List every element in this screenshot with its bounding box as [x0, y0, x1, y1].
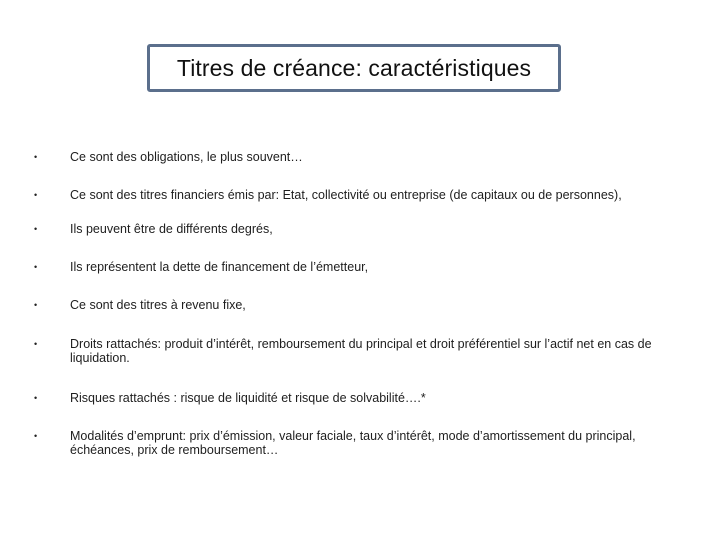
list-item-text: Droits rattachés: produit d’intérêt, remboursement du principal et droit préférentiel sur l’actif net en cas de liquidation.	[70, 337, 652, 365]
list-item-text: Ils peuvent être de différents degrés,	[70, 222, 273, 236]
bullet-icon: •	[34, 339, 38, 349]
list-item	[34, 222, 684, 236]
list-item	[34, 429, 684, 457]
list-item-text: Ils représentent la dette de financement de l’émetteur,	[70, 260, 369, 274]
list-item-text: Ce sont des titres financiers émis par: Etat, collectivité ou entreprise (de capitaux ou de personnes),	[70, 188, 622, 202]
list-item-text: Modalités d’emprunt: prix d’émission, valeur faciale, taux d’intérêt, mode d’amortissement du principal, échéances, prix de remboursement…	[70, 429, 636, 457]
bullet-icon: •	[34, 224, 38, 234]
list-item	[34, 337, 684, 365]
list-item	[34, 188, 684, 202]
list-item-text: Ce sont des titres à revenu fixe,	[70, 298, 246, 312]
bullet-icon: •	[34, 262, 38, 272]
bullet-icon: •	[34, 431, 38, 441]
list-item	[34, 298, 684, 312]
bullet-icon: •	[34, 300, 38, 310]
list-item-text: Risques rattachés : risque de liquidité et risque de solvabilité….*	[70, 391, 426, 405]
slide-title: Titres de créance: caractéristiques	[176, 54, 532, 81]
list-item	[34, 260, 684, 274]
bullet-icon: •	[34, 190, 38, 200]
list-item-text: Ce sont des obligations, le plus souvent…	[70, 150, 303, 164]
list-item	[34, 391, 684, 405]
bullet-icon: •	[34, 393, 38, 403]
bullet-icon: •	[34, 152, 38, 162]
list-item	[34, 150, 684, 164]
